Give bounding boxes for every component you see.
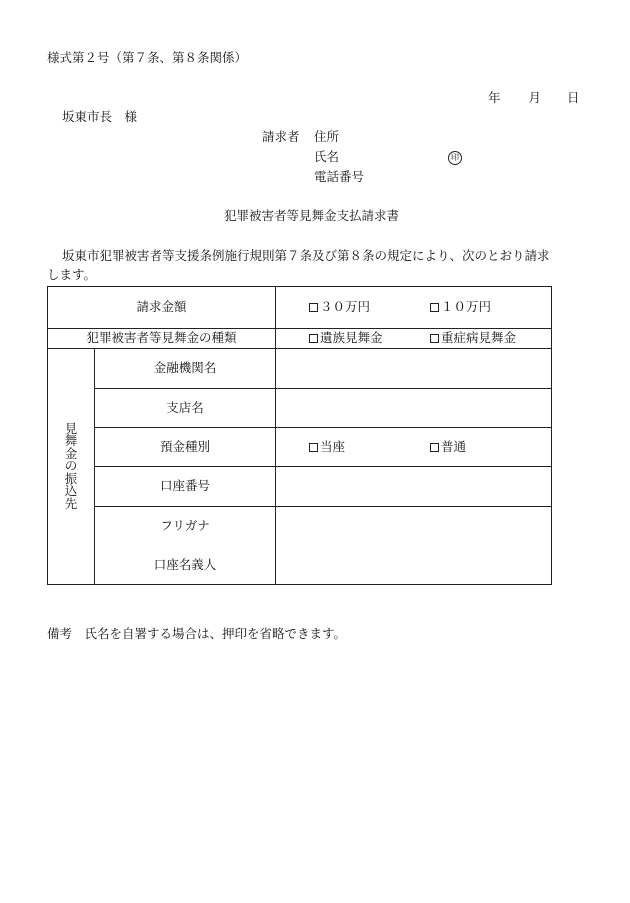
- deposit-option-ordinary-label: 普通: [441, 438, 467, 454]
- table-row: [48, 329, 552, 349]
- account-number-field[interactable]: [276, 467, 552, 507]
- checkbox-icon[interactable]: [430, 303, 439, 312]
- table-row: [48, 428, 552, 467]
- type-option-bereaved[interactable]: [309, 332, 430, 345]
- date-year: 年: [488, 90, 501, 105]
- vertical-char: 金: [64, 445, 78, 461]
- bank-label: 金融機関名: [95, 349, 276, 389]
- date-day: 日: [567, 90, 580, 105]
- account-number-label: 口座番号: [95, 467, 276, 507]
- transfer-destination-label: [48, 349, 95, 585]
- vertical-char: の: [64, 458, 78, 474]
- account-holder-field[interactable]: [276, 507, 552, 585]
- amount-option-30-label: ３０万円: [320, 299, 371, 315]
- amount-options: [276, 287, 552, 329]
- name-label: 氏名: [314, 149, 340, 164]
- addressee: 坂東市長 様: [62, 109, 138, 124]
- vertical-char: 振: [64, 470, 78, 486]
- checkbox-icon[interactable]: [309, 303, 318, 312]
- checkbox-icon[interactable]: [309, 334, 318, 343]
- amount-option-30[interactable]: [309, 301, 430, 314]
- request-table: [47, 286, 552, 585]
- vertical-char: 先: [64, 495, 78, 511]
- checkbox-icon[interactable]: [430, 443, 439, 452]
- vertical-char: 舞: [64, 433, 78, 449]
- amount-option-10[interactable]: [430, 301, 491, 314]
- type-option-serious-injury-label: 重症病見舞金: [441, 330, 517, 346]
- remarks-note: 備考 氏名を自署する場合は、押印を省略できます。: [47, 626, 347, 641]
- deposit-option-ordinary[interactable]: [430, 438, 467, 454]
- branch-field[interactable]: [276, 389, 552, 428]
- intro-line-2: します。: [47, 267, 97, 282]
- form-number: 様式第２号（第７条、第８条関係）: [47, 50, 248, 65]
- type-option-serious-injury[interactable]: [430, 332, 516, 345]
- furigana-label: フリガナ: [95, 507, 276, 546]
- date-month: 月: [528, 90, 542, 105]
- seal-char: 印: [448, 151, 462, 165]
- branch-label: 支店名: [95, 389, 276, 428]
- date-line: [488, 92, 580, 105]
- amount-option-10-label: １０万円: [441, 299, 492, 315]
- type-options: [276, 329, 552, 349]
- document-title: 犯罪被害者等見舞金支払請求書: [224, 208, 400, 223]
- checkbox-icon[interactable]: [309, 443, 318, 452]
- bank-field[interactable]: [276, 349, 552, 389]
- table-row: [48, 507, 552, 546]
- vertical-char: 見: [64, 420, 78, 436]
- checkbox-icon[interactable]: [430, 334, 439, 343]
- deposit-option-current-label: 当座: [320, 438, 346, 454]
- address-label: 住所: [314, 129, 340, 144]
- type-label: 犯罪被害者等見舞金の種類: [48, 329, 276, 349]
- intro-line-1: 坂東市犯罪被害者等支援条例施行規則第７条及び第８条の規定により、次のとおり請求: [62, 248, 550, 263]
- account-holder-label: 口座名義人: [95, 546, 276, 585]
- vertical-char: 込: [64, 483, 78, 499]
- deposit-type-options: [276, 428, 552, 467]
- table-row: [48, 389, 552, 428]
- type-option-bereaved-label: 遺族見舞金: [320, 330, 383, 346]
- seal-mark: [448, 150, 462, 165]
- amount-label: 請求金額: [48, 287, 276, 329]
- deposit-type-label: 預金種別: [95, 428, 276, 467]
- table-row: [48, 287, 552, 329]
- table-row: [48, 349, 552, 389]
- deposit-option-current[interactable]: [309, 438, 430, 454]
- requester-label: 請求者: [262, 129, 300, 144]
- phone-label: 電話番号: [314, 169, 365, 184]
- table-row: [48, 467, 552, 507]
